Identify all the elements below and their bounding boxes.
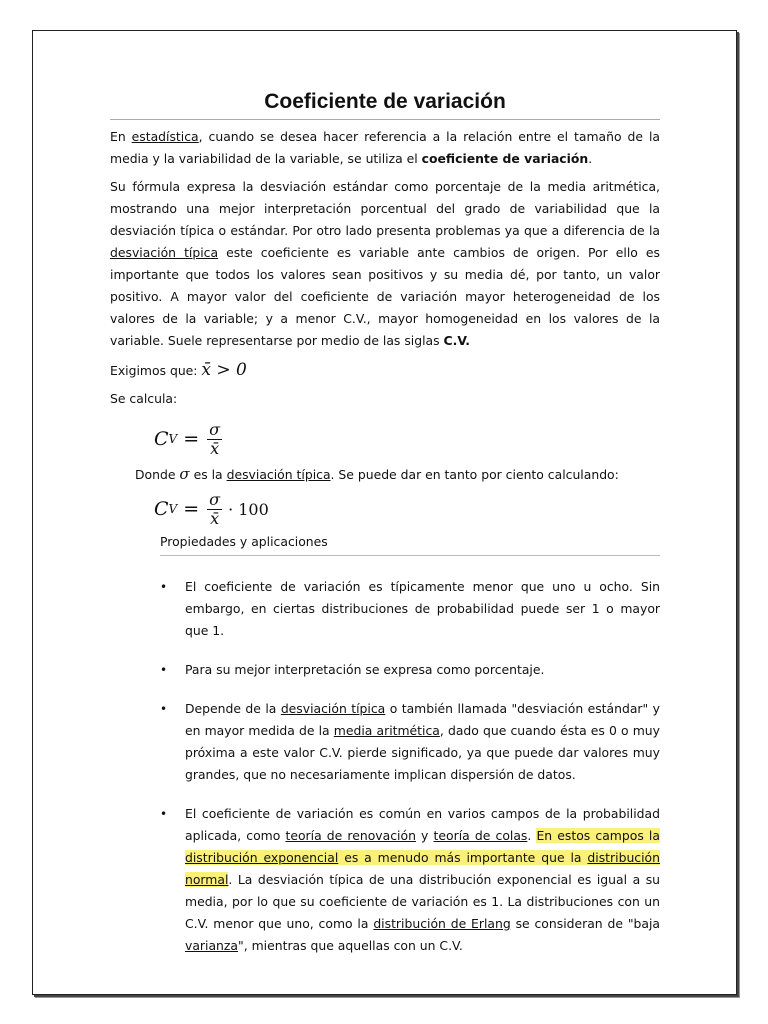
item-text: . La desviación típica de una distribución exponencial es igual a su media, por lo que su coeficiente de variación es 1. La distribuciones con un C.V. menor que uno, como la <box>185 872 660 931</box>
paragraph-text: Su fórmula expresa la desviación estándar como porcentaje de la media aritmética, mostrando una mejor interpretación porcentual del grado de variabilidad que la desviación típica o estándar. Por otro lado presenta problemas ya que a diferencia de la <box>110 179 660 238</box>
cv-formula <box>154 418 660 460</box>
formula-equals: = <box>183 428 200 450</box>
list-item <box>160 803 660 957</box>
link-varianza[interactable]: varianza <box>185 938 239 953</box>
formula-lhs: C <box>154 498 169 520</box>
page-title: Coeficiente de variación <box>110 87 660 120</box>
link-distribucion-exponencial[interactable]: distribución exponencial <box>185 850 339 865</box>
item-text: se consideran de "baja <box>510 916 661 931</box>
link-media-aritmetica[interactable]: media aritmética <box>333 723 440 738</box>
sigma-symbol: σ <box>179 465 190 483</box>
intro-text: . <box>588 151 593 166</box>
link-estadistica[interactable]: estadística <box>131 129 199 144</box>
item-text: es a menudo más importante que la <box>338 850 588 865</box>
list-item-text: El coeficiente de variación es típicamente menor que uno u ocho. Sin embargo, en ciertas distribuciones de probabilidad puede ser 1 o mayor que 1. <box>185 579 660 638</box>
formula-numerator: σ <box>209 419 221 439</box>
requirement-line <box>110 359 660 382</box>
intro-text: En <box>110 129 132 144</box>
item-text: y <box>415 828 434 843</box>
list-item <box>160 698 660 786</box>
link-teoria-renovacion[interactable]: teoría de renovación <box>285 828 416 843</box>
formula-numerator: σ <box>209 489 221 509</box>
document-page <box>32 30 737 995</box>
formula-equals: = <box>183 498 200 520</box>
item-text: Depende de la <box>185 701 281 716</box>
list-item-text <box>185 698 660 786</box>
bullet-icon: • <box>160 807 168 821</box>
formula-paragraph <box>110 176 660 352</box>
link-desviacion-tipica-2[interactable]: desviación típica <box>226 467 331 482</box>
donde-line <box>135 463 660 486</box>
link-distribucion-normal[interactable]: distribución normal <box>185 850 660 887</box>
intro-bold: coeficiente de variación <box>421 151 589 166</box>
item-text: ", mientras que aquellas con un C.V. <box>238 938 463 953</box>
formula-multiplier: · 100 <box>228 499 269 519</box>
item-text: , dado que cuando ésta es 0 o muy próxima a este valor C.V. pierde significado, ya que puede dar valores muy grandes, que no necesariamente implican dispersión de datos. <box>185 723 660 782</box>
formula-subscript: V <box>168 502 178 516</box>
list-item <box>160 659 660 681</box>
document-content <box>110 87 660 974</box>
donde-text: Donde <box>135 467 180 482</box>
formula-fraction <box>207 421 222 458</box>
formula-denominator: x̄ <box>210 438 220 458</box>
bullet-icon: • <box>160 580 168 594</box>
link-desviacion-tipica-3[interactable]: desviación típica <box>280 701 386 716</box>
cv-percent-formula <box>154 487 660 531</box>
calc-label: Se calcula: <box>110 391 178 406</box>
intro-paragraph <box>110 126 660 170</box>
cv-bold: C.V. <box>443 333 471 348</box>
formula-denominator: x̄ <box>210 508 220 528</box>
list-item-text <box>185 803 660 957</box>
bullet-icon: • <box>160 702 168 716</box>
formula-subscript: V <box>168 432 178 446</box>
formula-fraction <box>207 491 222 528</box>
intro-text: , cuando se desea hacer referencia a la relación entre el tamaño de la media y la variabilidad de la variable, se utiliza el <box>110 129 661 166</box>
list-item <box>160 576 660 642</box>
properties-list <box>160 576 660 957</box>
requirement-label: Exigimos que: <box>110 363 202 378</box>
formula-lhs: C <box>154 428 169 450</box>
link-desviacion-tipica[interactable]: desviación típica <box>110 245 219 260</box>
item-text: . <box>527 828 537 843</box>
donde-text: . Se puede dar en tanto por ciento calculando: <box>330 467 619 482</box>
item-text: o también llamada "desviación estándar" y en mayor medida de la <box>185 701 660 738</box>
requirement-math: x̄ > 0 <box>201 360 247 380</box>
section-subtitle: Propiedades y aplicaciones <box>160 531 660 556</box>
donde-text: es la <box>189 467 227 482</box>
link-teoria-colas[interactable]: teoría de colas <box>433 828 528 843</box>
item-text: El coeficiente de variación es común en varios campos de la probabilidad aplicada, como <box>185 806 660 843</box>
bullet-icon: • <box>160 663 168 677</box>
list-item-text: Para su mejor interpretación se expresa como porcentaje. <box>185 662 545 677</box>
link-distribucion-erlang[interactable]: distribución de Erlang <box>373 916 511 931</box>
paragraph-text: este coeficiente es variable ante cambios de origen. Por ello es importante que todos los valores sean positivos y su media dé, por tanto, un valor positivo. A mayor valor del coeficiente de variación mayor heterogeneidad de los valores de la variable; y a menor C.V., mayor homogeneidad en los valores de la variable. Suele representarse por medio de las siglas <box>110 245 660 348</box>
item-text: En estos campos la <box>536 828 660 843</box>
